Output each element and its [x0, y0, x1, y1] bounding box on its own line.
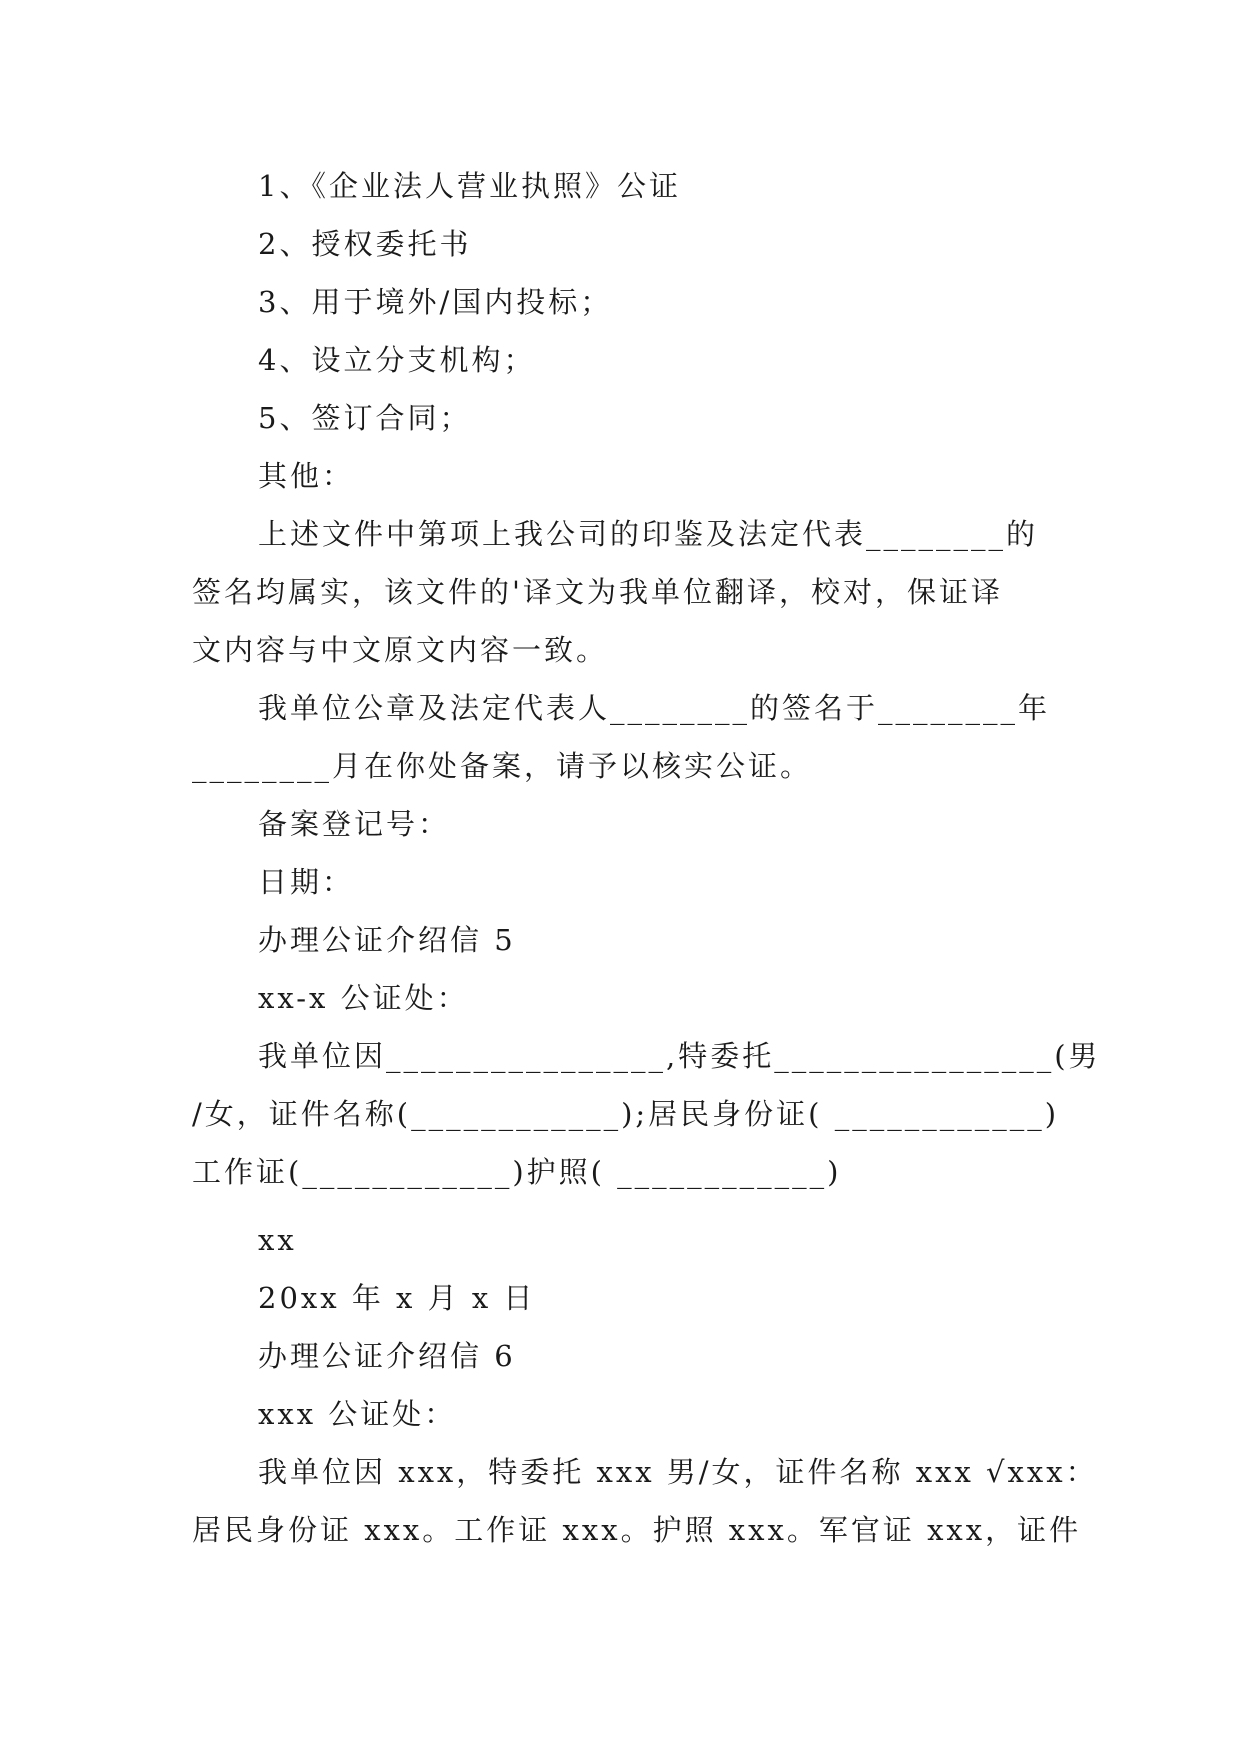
- list-item-5: 5、签订合同；: [258, 401, 472, 435]
- date-label: 日期：: [258, 865, 355, 899]
- paragraph-line: 文内容与中文原文内容一致。: [192, 633, 609, 667]
- section-heading: 办理公证介绍信 6: [258, 1339, 516, 1373]
- other-label: 其他：: [258, 459, 355, 493]
- paragraph-line: 工作证(____________)护照( ____________): [192, 1155, 842, 1189]
- paragraph-line: /女，证件名称(____________);居民身份证( ____________): [192, 1097, 1060, 1131]
- paragraph-line: ________月在你处备案，请予以核实公证。: [192, 749, 813, 783]
- registration-number-label: 备案登记号：: [258, 807, 451, 841]
- signature-placeholder: xx: [258, 1223, 297, 1257]
- addressee: xxx 公证处：: [258, 1397, 457, 1431]
- paragraph-line: 居民身份证 xxx。工作证 xxx。护照 xxx。军官证 xxx，证件: [192, 1513, 1082, 1547]
- date-line: 20xx 年 x 月 x 日: [258, 1281, 536, 1315]
- section-heading: 办理公证介绍信 5: [258, 923, 516, 957]
- paragraph-line: 我单位因 xxx，特委托 xxx 男/女，证件名称 xxx √xxx：: [258, 1455, 1098, 1489]
- addressee: xx-x 公证处：: [258, 981, 469, 1015]
- list-item-1: 1、《企业法人营业执照》公证: [258, 169, 681, 203]
- paragraph-line: 我单位公章及法定代表人________的签名于________年: [258, 691, 1051, 725]
- paragraph-line: 我单位因________________,特委托________________(男: [258, 1039, 1101, 1073]
- paragraph-line: 上述文件中第项上我公司的印鉴及法定代表________的: [258, 517, 1039, 551]
- paragraph-line: 签名均属实，该文件的'译文为我单位翻译，校对，保证译: [192, 575, 1003, 609]
- list-item-2: 2、授权委托书: [258, 227, 472, 261]
- list-item-4: 4、设立分支机构；: [258, 343, 536, 377]
- list-item-3: 3、用于境外/国内投标；: [258, 285, 613, 319]
